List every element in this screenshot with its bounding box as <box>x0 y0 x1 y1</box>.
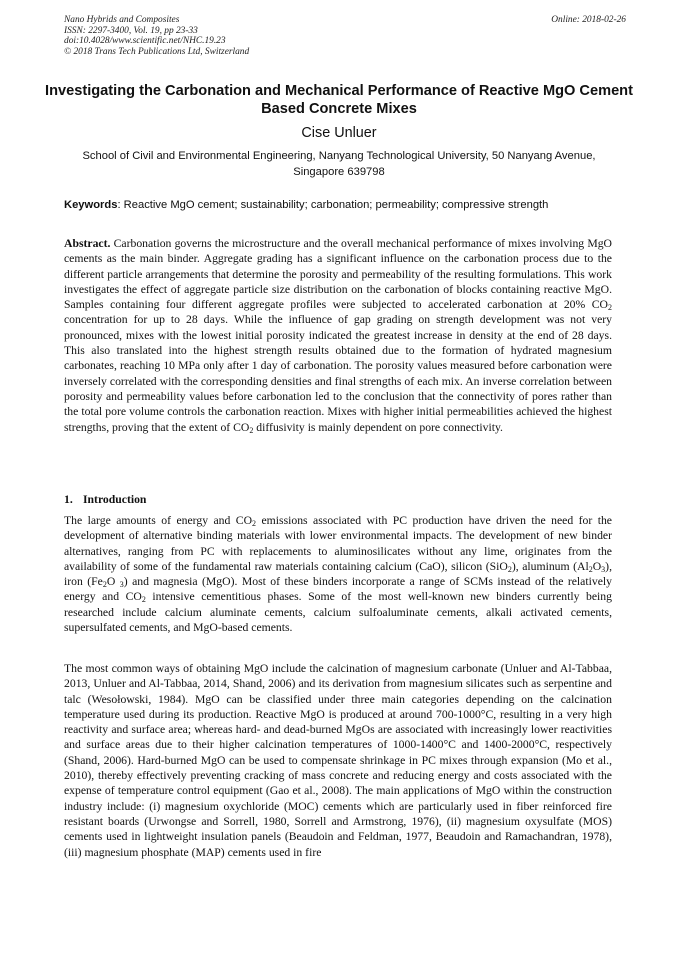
section-number: 1. <box>64 493 73 506</box>
subscript: 2 <box>102 580 107 590</box>
author-name: Cise Unluer <box>301 125 377 141</box>
text-run: ), iron (Fe <box>64 559 612 589</box>
text-run: O <box>592 559 602 573</box>
text-run: O <box>106 575 120 589</box>
text-run: The large amounts of energy and CO <box>64 514 253 527</box>
text-run: ) and magnesia (MgO). Most of these binders incorporate a range of SCMs instead of the relatively energy and CO <box>64 575 612 604</box>
intro-paragraph-2: The most common ways of obtaining MgO include the calcination of magnesium carbonate (Unluer and Al-Tabbaa, 2013, Unluer and Al-Tabbaa, 2014, Shand, 2006) and its derivation from magnesium silicates such as serpentine and talc (Wesołowski, 1984). MgO can be classified under three main categories depending on the calcination temperature used during its production. Reactive MgO is produced at around 700-1000°C, resulting in a very high reactivity and surface area; whereas hard- and dead-burned MgOs are associated with increasingly lower reactivities and surface areas due to their higher calcination temperatures of 1000-1400°C and 1400-2000°C, respectively (Shand, 2006). Hard-burned MgO can be used to compensate shrinkage in PC mixes through expansion (Mo et al., 2010), thereby effectively preventing cracking of mass concrete and reducing energy and costs associated with the expense of temperature control equipment (Gao et al., 2008). The main applications of MgO within the construction industry include: (i) magnesium oxychloride (MOC) cements which are particularly used in fiber reinforced fire resistant boards (Urwongse and Sorrell, 1980, Sorrell and Armstrong, 1976), (ii) magnesium oxysulfate (MOS) cements used in lightweight insulation panels (Beaudoin and Feldman, 1977, Beaudoin and Ramachandran, 1978), (iii) magnesium phosphate (MAP) cements used in fire <box>64 662 612 859</box>
journal-copyright: © 2018 Trans Tech Publications Ltd, Switzerland <box>64 46 250 57</box>
subscript: 2 <box>608 303 612 313</box>
text-run: intensive cementitious phases. Some of the most well-known new binders currently being researched include calcium aluminate cements, calcium sulfoaluminate cements, alkali activated cements, supersulfated cements, and MgO-based cements. <box>64 590 612 635</box>
subscript: 2 <box>252 519 257 528</box>
subscript: 2 <box>141 595 146 605</box>
abstract-text-2: concentration for up to 28 days. While the influence of gap grading on strength development was not very pronounced, mixes with the lowest initial porosity indicated the greatest increase in density at the end of 28 days. This also translated into the highest strength results obtained due to the formation of hydrated magnesium carbonates, reaching 10 MPa only after 1 day of carbonation. The porosity values measured before carbonation were inversely correlated with the corresponding densities and final strengths of each mix. An inverse correlation between porosity and permeability values before carbonation led to the conclusion that the connectivity of pores rather than the total pore volume controls the carbonation reaction. Mixes with higher initial permeabilities achieved the highest strengths, proving that the extent of CO <box>64 313 612 434</box>
online-date: Online: 2018-02-26 <box>551 15 626 25</box>
subscript: 2 <box>588 564 593 574</box>
subscript: 3 <box>601 564 606 574</box>
abstract-text-3: diffusivity is mainly dependent on pore connectivity. <box>253 420 503 434</box>
journal-issn: ISSN: 2297-3400, Vol. 19, pp 23-33 <box>64 25 198 36</box>
subscript: 2 <box>249 425 254 435</box>
section-heading <box>64 492 146 507</box>
keywords-label: Keywords <box>64 199 118 211</box>
abstract-label: Abstract. <box>64 237 111 250</box>
abstract <box>64 236 612 435</box>
subscript: 3 <box>119 580 124 590</box>
journal-header <box>64 15 249 57</box>
text-run: ), aluminum (Al <box>511 559 589 573</box>
text-run: emissions associated with PC production have driven the need for the development of alternative binding materials with lower environmental impacts. The development of new binder alternatives, ranging from PC with replacements to aluminosilicates without any lime, originates from the availability of some of the fundamental raw materials containing calcium (CaO), silicon (SiO <box>64 514 612 573</box>
author-affiliation: School of Civil and Environmental Engineering, Nanyang Technological University, 50 Nanyang Avenue, Singapore 639798 <box>82 150 596 178</box>
abstract-text-1: Carbonation governs the microstructure and the overall mechanical performance of mixes involving MgO cements as the main binder. Aggregate grading has a significant influence on the carbonation process due to the different particle arrangements that determine the porosity and permeability of the resulting formulations. This work investigates the effect of aggregate particle size distribution on the carbonation of blocks containing reactive MgO. Samples containing four different aggregate profiles were subjected to accelerated carbonation at 20% CO <box>64 237 612 312</box>
journal-name: Nano Hybrids and Composites <box>64 15 180 25</box>
intro-paragraph-1 <box>64 513 612 635</box>
subscript: 2 <box>507 564 512 574</box>
journal-doi[interactable]: doi:10.4028/www.scientific.net/NHC.19.23 <box>64 36 226 47</box>
section-title: Introduction <box>83 493 147 506</box>
paper-title: Investigating the Carbonation and Mechanical Performance of Reactive MgO Cement Based Concrete Mixes <box>45 83 633 117</box>
keywords <box>64 198 624 213</box>
keywords-text: : Reactive MgO cement; sustainability; carbonation; permeability; compressive strength <box>117 199 549 211</box>
